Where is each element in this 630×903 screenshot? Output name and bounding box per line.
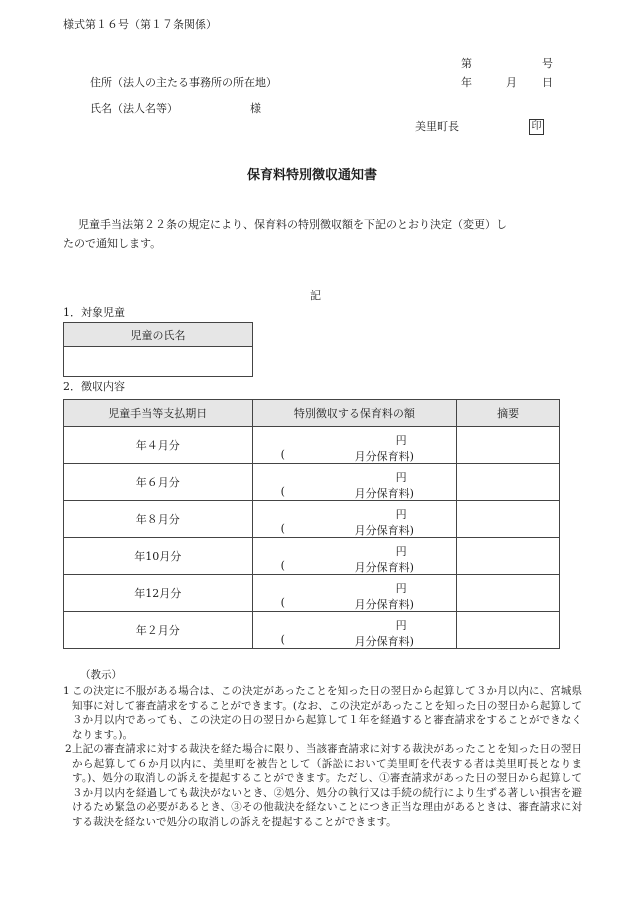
section-1-heading: 1．対象児童 bbox=[63, 306, 125, 319]
child-name-cell bbox=[64, 347, 253, 377]
amount-cell bbox=[252, 464, 457, 501]
amount-cell bbox=[252, 501, 457, 538]
yen-unit: 円 bbox=[395, 434, 407, 447]
date-year: 年 bbox=[461, 76, 472, 89]
note-1-text: この決定に不服がある場合は、この決定があったことを知った日の翌日から起算して３か月以内に、宮城県知事に対して審査請求をすることができます。(なお、この決定があったことを知った日の翌日から起算して３か月以内であっても、この決定の日の翌日から起算して１年を経過すると審査請求をすることができなくなります。)。 bbox=[72, 685, 582, 741]
period-cell: 年12月分 bbox=[64, 575, 253, 612]
honorific-sama: 様 bbox=[250, 102, 261, 115]
amount-cell bbox=[252, 612, 457, 649]
date-day: 日 bbox=[542, 76, 553, 89]
amount-cell bbox=[252, 427, 457, 464]
month-fee-label: 月分保育料) bbox=[354, 450, 414, 463]
month-fee-label: 月分保育料) bbox=[354, 598, 414, 611]
number-go: 号 bbox=[542, 57, 553, 70]
document-title: 保育料特別徴収通知書 bbox=[247, 168, 378, 183]
note-2-text: 上記の審査請求に対する裁決を経た場合に限り、当該審査請求に対する裁決があったことを知った日の翌日から起算して６か月以内に、美里町を被告として（訴訟において美里町を代表する者は美里町長となります。)、処分の取消しの訴えを提起することができます。ただし、①審査請求があった日の翌日から起算して３か月以内を経過しても裁決がないとき、②処分、処分の執行又は手続の続行により生ずる著しい損害を避けるため緊急の必要があるとき、③その他裁決を経ないことにつき正当な理由があるときは、審査請求に対する裁決を経ないで処分の取消しの訴えを提起することができます。 bbox=[72, 743, 582, 828]
open-paren: ( bbox=[280, 559, 285, 572]
notes-heading: （教示） bbox=[80, 669, 122, 681]
open-paren: ( bbox=[280, 633, 285, 646]
open-paren: ( bbox=[280, 448, 285, 461]
body-line-2: たので通知します。 bbox=[63, 237, 162, 250]
remarks-cell bbox=[457, 427, 560, 464]
table-row bbox=[64, 612, 560, 649]
amount-cell bbox=[252, 575, 457, 612]
month-fee-label: 月分保育料) bbox=[354, 561, 414, 574]
header-amount: 特別徴収する保育料の額 bbox=[252, 400, 457, 427]
note-1-number: 1 bbox=[63, 685, 70, 697]
header-payment-date: 児童手当等支払期日 bbox=[64, 400, 253, 427]
header-remarks: 摘要 bbox=[457, 400, 560, 427]
period-cell: 年10月分 bbox=[64, 538, 253, 575]
remarks-cell bbox=[457, 464, 560, 501]
yen-unit: 円 bbox=[395, 545, 407, 558]
remarks-cell bbox=[457, 538, 560, 575]
ki-marker: 記 bbox=[310, 289, 321, 302]
period-cell: 年４月分 bbox=[64, 427, 253, 464]
period-cell: 年２月分 bbox=[64, 612, 253, 649]
date-month: 月 bbox=[506, 76, 517, 89]
period-cell: 年６月分 bbox=[64, 464, 253, 501]
address-label: 住所（法人の主たる事務所の所在地） bbox=[90, 76, 277, 89]
yen-unit: 円 bbox=[395, 508, 407, 521]
form-number: 様式第１６号（第１７条関係） bbox=[63, 18, 217, 31]
number-dai: 第 bbox=[461, 57, 472, 70]
table-row bbox=[64, 538, 560, 575]
mayor-label: 美里町長 bbox=[415, 120, 459, 133]
table-row bbox=[64, 427, 560, 464]
amount-cell bbox=[252, 538, 457, 575]
yen-unit: 円 bbox=[395, 582, 407, 595]
yen-unit: 円 bbox=[395, 471, 407, 484]
month-fee-label: 月分保育料) bbox=[354, 524, 414, 537]
month-fee-label: 月分保育料) bbox=[354, 635, 414, 648]
month-fee-label: 月分保育料) bbox=[354, 487, 414, 500]
child-table bbox=[63, 322, 253, 377]
child-name-header: 児童の氏名 bbox=[64, 323, 253, 347]
open-paren: ( bbox=[280, 522, 285, 535]
remarks-cell bbox=[457, 501, 560, 538]
table-row bbox=[64, 464, 560, 501]
yen-unit: 円 bbox=[395, 619, 407, 632]
collection-table bbox=[63, 399, 560, 649]
period-cell: 年８月分 bbox=[64, 501, 253, 538]
open-paren: ( bbox=[280, 485, 285, 498]
open-paren: ( bbox=[280, 596, 285, 609]
note-2-number: 2 bbox=[65, 743, 72, 755]
seal-mark: 印 bbox=[529, 119, 544, 135]
remarks-cell bbox=[457, 612, 560, 649]
body-line-1: 児童手当法第２２条の規定により、保育料の特別徴収額を下記のとおり決定（変更）し bbox=[78, 218, 507, 231]
name-label: 氏名（法人名等） bbox=[90, 102, 178, 115]
section-2-heading: 2．徴収内容 bbox=[63, 380, 125, 393]
table-row bbox=[64, 575, 560, 612]
table-row bbox=[64, 501, 560, 538]
remarks-cell bbox=[457, 575, 560, 612]
